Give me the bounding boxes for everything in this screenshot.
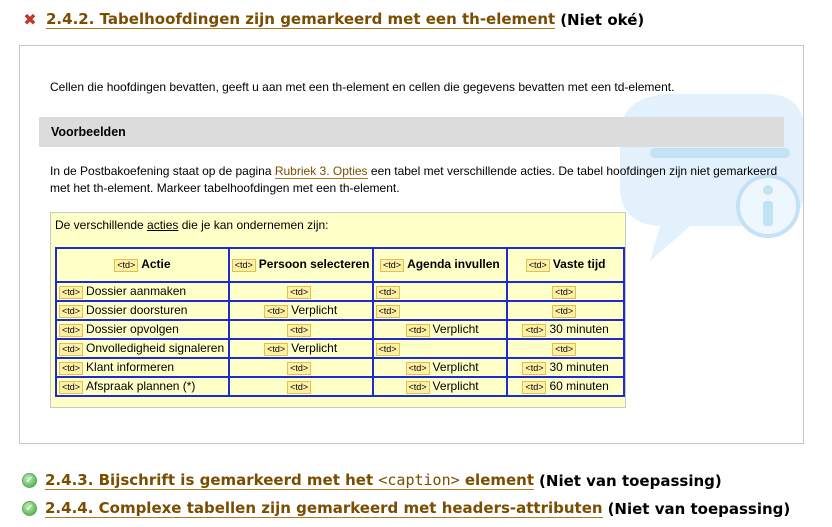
criterion-2-4-2-status: (Niet oké) <box>560 10 645 29</box>
table-row <box>56 282 624 301</box>
table-cell <box>56 339 229 358</box>
cell-text: 30 minuten <box>549 360 609 375</box>
table-header-row <box>56 248 624 282</box>
criterion-2-4-2-heading <box>22 10 644 29</box>
example-description <box>50 163 785 197</box>
td-tag: <td> <box>114 259 138 272</box>
td-tag: <td> <box>287 324 311 337</box>
table-cell <box>229 282 373 301</box>
link-text-pre: 2.4.3. Bijschrift is gemarkeerd met het <box>45 471 379 489</box>
table-cell <box>229 339 373 358</box>
criterion-2-4-3-link[interactable] <box>45 471 534 490</box>
td-tag: <td> <box>552 286 576 299</box>
check-icon: ✓ <box>22 473 37 488</box>
table-cell <box>373 320 508 339</box>
criterion-2-4-4-heading <box>22 499 790 518</box>
table-row <box>56 320 624 339</box>
check-icon: ✓ <box>22 501 37 516</box>
table-cell <box>507 377 624 396</box>
td-tag: <td> <box>380 259 404 272</box>
cross-icon: ✖ <box>23 9 37 29</box>
td-tag: <td> <box>264 343 288 356</box>
caption-code: <caption> <box>378 471 460 489</box>
cell-text: Verplicht <box>432 322 479 337</box>
table-header-cell <box>507 248 624 282</box>
table-cell <box>373 301 508 320</box>
criterion-2-4-4-status: (Niet van toepassing) <box>607 499 791 518</box>
caption-text-pre: De verschillende <box>55 218 148 232</box>
criterion-detail-panel <box>19 45 804 444</box>
td-tag: <td> <box>59 305 83 318</box>
criterion-2-4-2-link[interactable]: 2.4.2. Tabelhoofdingen zijn gemarkeerd met een th-element <box>46 10 556 28</box>
table-cell <box>56 301 229 320</box>
cell-text: Dossier aanmaken <box>86 284 187 299</box>
description-text-pre: In de Postbakoefening staat op de pagina <box>50 164 275 178</box>
td-tag: <td> <box>522 381 546 394</box>
cell-text: Verplicht <box>432 360 479 375</box>
criterion-2-4-3-heading <box>22 471 722 490</box>
table-cell <box>56 320 229 339</box>
cell-text: Verplicht <box>291 341 338 356</box>
table-cell <box>56 377 229 396</box>
table-header-cell <box>229 248 373 282</box>
table-cell <box>373 339 508 358</box>
td-tag: <td> <box>522 324 546 337</box>
cell-text: Dossier opvolgen <box>86 322 179 337</box>
td-tag: <td> <box>406 362 430 375</box>
td-tag: <td> <box>406 381 430 394</box>
table-cell <box>229 358 373 377</box>
cell-text: Dossier doorsturen <box>86 303 188 318</box>
td-tag: <td> <box>376 286 400 299</box>
table-cell <box>56 358 229 377</box>
example-caption <box>55 218 329 232</box>
header-label: Actie <box>141 257 171 272</box>
header-label: Agenda invullen <box>407 257 500 272</box>
example-table <box>55 247 625 397</box>
table-cell <box>507 301 624 320</box>
caption-acties-link[interactable]: acties <box>147 218 179 232</box>
td-tag: <td> <box>59 343 83 356</box>
td-tag: <td> <box>59 286 83 299</box>
intro-text: Cellen die hoofdingen bevatten, geeft u aan met een th-element en cellen die gegevens bevatten met een td-element. <box>50 80 675 94</box>
cell-text: Verplicht <box>432 379 479 394</box>
examples-section-header: Voorbeelden <box>39 117 784 147</box>
td-tag: <td> <box>287 286 311 299</box>
td-tag: <td> <box>264 305 288 318</box>
example-screenshot <box>50 212 626 408</box>
td-tag: <td> <box>376 343 400 356</box>
table-header-cell <box>373 248 508 282</box>
td-tag: <td> <box>59 362 83 375</box>
td-tag: <td> <box>59 324 83 337</box>
td-tag: <td> <box>526 259 550 272</box>
criterion-2-4-3-status: (Niet van toepassing) <box>539 471 722 490</box>
table-row <box>56 339 624 358</box>
td-tag: <td> <box>232 259 256 272</box>
td-tag: <td> <box>287 381 311 394</box>
cell-text: Verplicht <box>291 303 338 318</box>
cell-text: Onvolledigheid signaleren <box>86 341 225 356</box>
table-row <box>56 358 624 377</box>
td-tag: <td> <box>406 324 430 337</box>
table-cell <box>507 320 624 339</box>
cell-text: 60 minuten <box>549 379 609 394</box>
table-cell <box>507 339 624 358</box>
link-text-post: element <box>459 471 535 489</box>
table-cell <box>373 358 508 377</box>
cell-text: Afspraak plannen (*) <box>86 379 196 394</box>
header-label: Vaste tijd <box>552 257 606 272</box>
cell-text: Klant informeren <box>86 360 175 375</box>
table-header-cell <box>56 248 229 282</box>
header-label: Persoon selecteren <box>258 257 370 272</box>
td-tag: <td> <box>287 362 311 375</box>
table-cell <box>507 358 624 377</box>
table-cell <box>56 282 229 301</box>
td-tag: <td> <box>552 343 576 356</box>
table-cell <box>507 282 624 301</box>
table-cell <box>373 282 508 301</box>
table-cell <box>373 377 508 396</box>
cell-text: 30 minuten <box>549 322 609 337</box>
table-cell <box>229 301 373 320</box>
description-text-post: een tabel met verschillende acties. De tabel hoofdingen zijn niet gemarkeerd met het th-element. Markeer tabelhoofdingen met een th-element. <box>50 164 778 195</box>
table-row <box>56 301 624 320</box>
td-tag: <td> <box>522 362 546 375</box>
td-tag: <td> <box>376 305 400 318</box>
table-cell <box>229 320 373 339</box>
table-row <box>56 377 624 396</box>
rubriek-3-opties-link[interactable]: Rubriek 3. Opties <box>274 164 368 178</box>
td-tag: <td> <box>552 305 576 318</box>
table-cell <box>229 377 373 396</box>
caption-text-post: die je kan ondernemen zijn: <box>178 218 329 232</box>
criterion-2-4-4-link[interactable]: 2.4.4. Complexe tabellen zijn gemarkeerd met headers-attributen <box>45 499 603 517</box>
td-tag: <td> <box>59 381 83 394</box>
